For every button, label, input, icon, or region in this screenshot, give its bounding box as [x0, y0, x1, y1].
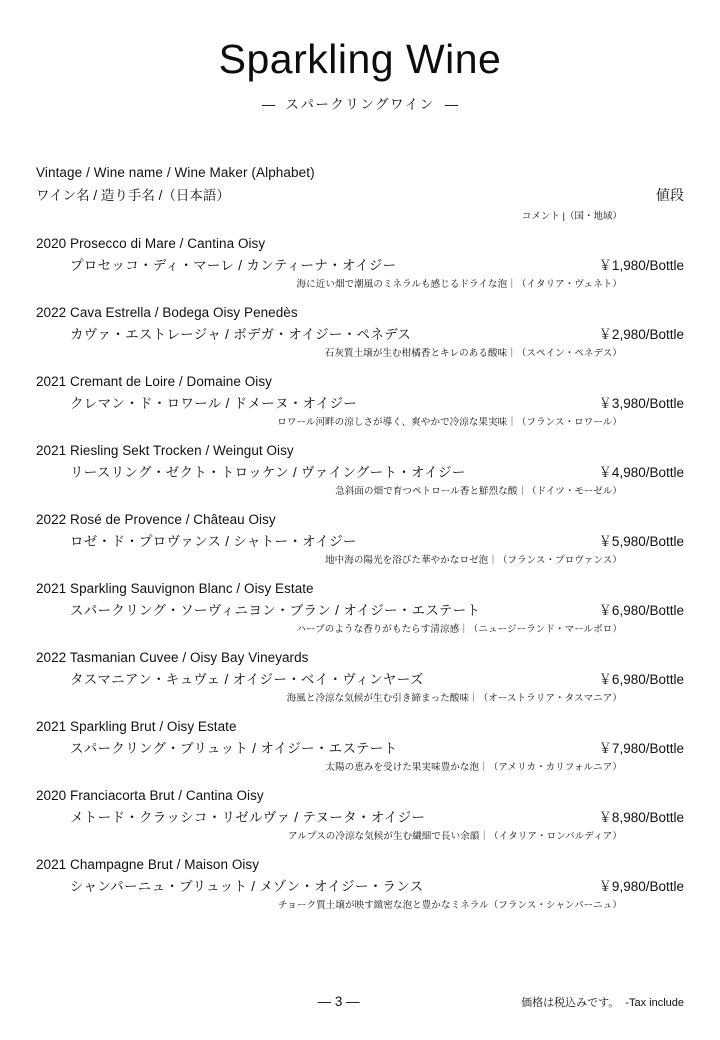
wine-name-en: 2020 Franciacorta Brut / Cantina Oisy	[36, 788, 264, 804]
wine-name-price-row	[36, 530, 684, 550]
list-item	[36, 305, 684, 359]
page-subtitle	[36, 93, 684, 113]
wine-price: ￥6,980/Bottle	[598, 672, 684, 688]
wine-name-ja: タスマニアン・キュヴェ / オイジー・ベイ・ヴィンヤーズ	[70, 672, 424, 688]
wine-price: ￥1,980/Bottle	[598, 258, 684, 274]
wine-name-en: 2021 Riesling Sekt Trocken / Weingut Oisy	[36, 443, 294, 459]
list-item	[36, 443, 684, 497]
tax-note	[521, 994, 684, 1010]
wine-price: ￥2,980/Bottle	[598, 327, 684, 343]
tax-note-en: -Tax include	[625, 997, 684, 1009]
list-item	[36, 512, 684, 566]
wine-name-en: 2022 Rosé de Provence / Château Oisy	[36, 512, 276, 528]
wine-name-en: 2020 Prosecco di Mare / Cantina Oisy	[36, 236, 266, 252]
wine-comment: 太陽の恵みを受けた果実味豊かな泡｜（アメリカ・カリフォルニア）	[325, 762, 622, 774]
wine-price: ￥5,980/Bottle	[598, 534, 684, 550]
list-item	[36, 374, 684, 428]
wine-comment: 海風と冷涼な気候が生む引き締まった酸味｜（オーストラリア・タスマニア）	[286, 693, 622, 705]
wine-name-price-row	[36, 875, 684, 895]
tax-note-ja: 価格は税込みです。	[521, 997, 620, 1009]
wine-comment: ロワール河畔の涼しさが導く、爽やかで冷涼な果実味｜（フランス・ロワール）	[277, 417, 622, 429]
wine-name-en: 2021 Sparkling Brut / Oisy Estate	[36, 719, 237, 735]
wine-name-ja: スパークリング・ブリュット / オイジー・エステート	[70, 741, 398, 757]
wine-name-en: 2022 Cava Estrella / Bodega Oisy Penedès	[36, 305, 298, 321]
wine-name-price-row	[36, 392, 684, 412]
wine-price: ￥9,980/Bottle	[598, 879, 684, 895]
wine-name-ja: シャンパーニュ・ブリュット / メゾン・オイジー・ランス	[70, 879, 424, 895]
legend-line-ja: ワイン名 / 造り手名 /（日本語）	[36, 188, 230, 204]
wine-name-ja: プロセッコ・ディ・マーレ / カンティーナ・オイジー	[70, 258, 397, 274]
list-item	[36, 857, 684, 911]
page-title: Sparkling Wine	[218, 36, 502, 82]
wine-name-price-row	[36, 737, 684, 757]
list-item	[36, 236, 684, 290]
wine-name-ja: ロゼ・ド・プロヴァンス / シャトー・オイジー	[70, 534, 357, 550]
wine-name-en: 2022 Tasmanian Cuvee / Oisy Bay Vineyards	[36, 650, 309, 666]
list-item	[36, 788, 684, 842]
legend-block	[36, 165, 684, 222]
wine-name-en: 2021 Sparkling Sauvignon Blanc / Oisy Estate	[36, 581, 314, 597]
wine-comment: チョーク質土壌が映す緻密な泡と豊かなミネラル（フランス・シャンパーニュ）	[278, 900, 622, 912]
subtitle-text: スパークリングワイン	[285, 97, 435, 113]
page-footer	[36, 994, 684, 1010]
legend-note: コメント |（国・地域）	[521, 211, 622, 223]
wine-comment: 急斜面の畑で育つペトロール香と鮮烈な酸｜（ドイツ・モーゼル）	[335, 486, 622, 498]
wine-list	[36, 236, 684, 911]
wine-name-price-row	[36, 323, 684, 343]
subtitle-dash-right: —	[444, 97, 459, 113]
wine-comment: ハーブのような香りがもたらす清涼感｜（ニュージーランド・マールボロ）	[296, 624, 622, 636]
wine-name-price-row	[36, 461, 684, 481]
wine-name-ja: リースリング・ゼクト・トロッケン / ヴァイングート・オイジー	[70, 465, 466, 481]
wine-name-ja: スパークリング・ソーヴィニヨン・ブラン / オイジー・エステート	[70, 603, 481, 619]
wine-price: ￥8,980/Bottle	[598, 810, 684, 826]
wine-comment: アルプスの冷涼な気候が生む繊細で長い余韻｜（イタリア・ロンバルディア）	[288, 831, 622, 843]
wine-price: ￥6,980/Bottle	[598, 603, 684, 619]
wine-price: ￥3,980/Bottle	[598, 396, 684, 412]
wine-name-ja: クレマン・ド・ロワール / ドメーヌ・オイジー	[70, 396, 358, 412]
wine-comment: 地中海の陽光を浴びた華やかなロゼ泡｜（フランス・プロヴァンス）	[325, 555, 622, 567]
page-number: — 3 —	[317, 994, 360, 1009]
wine-comment: 石灰質土壌が生む柑橘香とキレのある酸味｜（スペイン・ペネデス）	[324, 348, 622, 360]
wine-comment: 海に近い畑で潮風のミネラルも感じるドライな泡｜（イタリア・ヴェネト）	[296, 279, 622, 291]
wine-name-ja: カヴァ・エストレージャ / ボデガ・オイジー・ペネデス	[70, 327, 412, 343]
wine-name-en: 2021 Champagne Brut / Maison Oisy	[36, 857, 260, 873]
subtitle-dash-left: —	[261, 97, 276, 113]
list-item	[36, 650, 684, 704]
wine-name-ja: メトード・クラッシコ・リゼルヴァ / テヌータ・オイジー	[70, 810, 426, 826]
wine-name-price-row	[36, 668, 684, 688]
wine-price: ￥4,980/Bottle	[598, 465, 684, 481]
legend-line-en: Vintage / Wine name / Wine Maker (Alphabet)	[36, 165, 315, 181]
wine-name-en: 2021 Cremant de Loire / Domaine Oisy	[36, 374, 272, 390]
list-item	[36, 581, 684, 635]
wine-name-price-row	[36, 254, 684, 274]
legend-line-ja-row	[36, 184, 684, 205]
wine-name-price-row	[36, 806, 684, 826]
wine-price: ￥7,980/Bottle	[598, 741, 684, 757]
wine-name-price-row	[36, 599, 684, 619]
list-item	[36, 719, 684, 773]
legend-price-label: 値段	[656, 187, 684, 204]
